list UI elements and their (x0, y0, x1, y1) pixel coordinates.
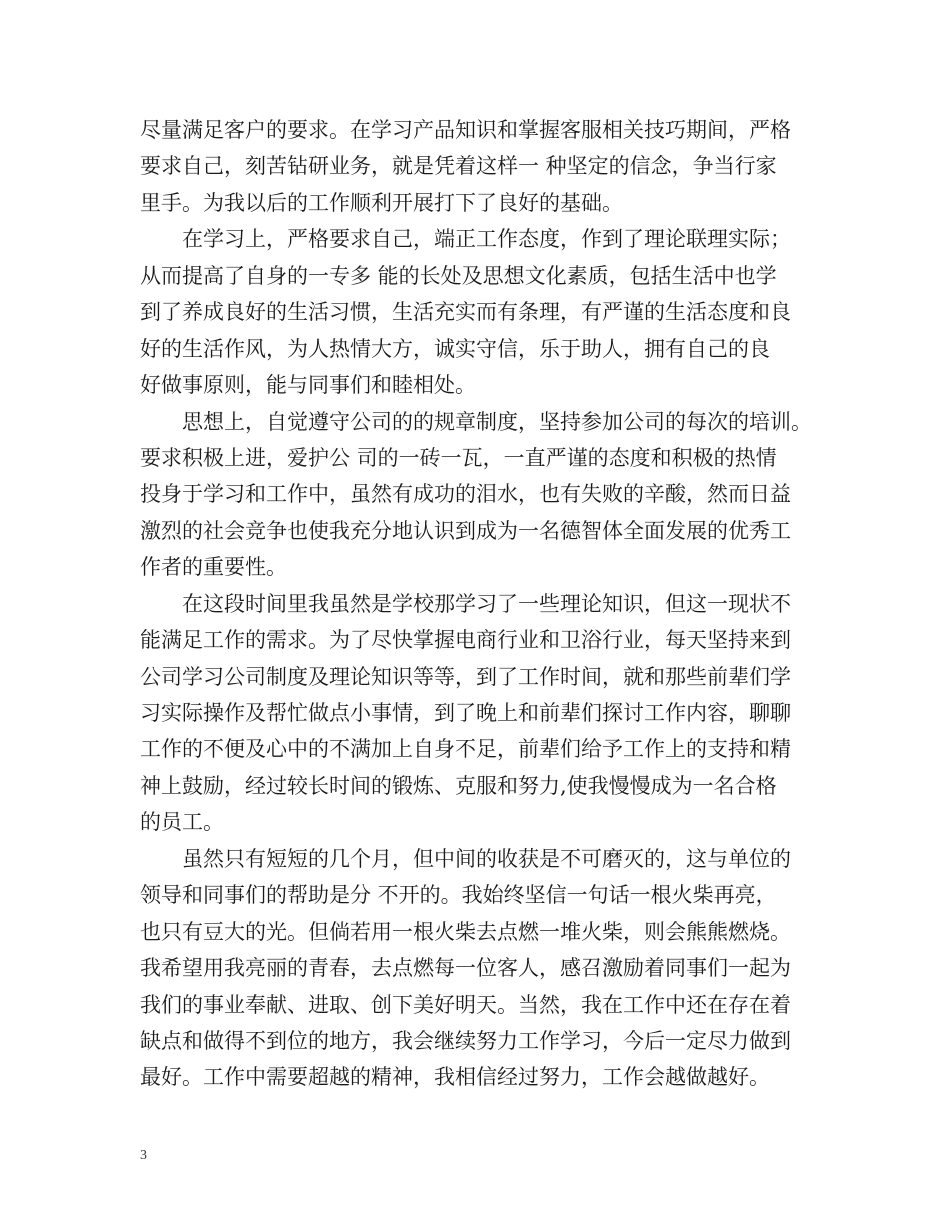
text-line: 能满足工作的需求。为了尽快掌握电商行业和卫浴行业，每天坚持来到 (140, 628, 791, 653)
text-line: 激烈的社会竞争也使我充分地认识到成为一名德智体全面发展的优秀工 (140, 518, 791, 543)
text-line: 好的生活作风，为人热情大方，诚实守信，乐于助人，拥有自己的良 (140, 336, 770, 361)
text-line: 习实际操作及帮忙做点小事情，到了晚上和前辈们探讨工作内容，聊聊 (140, 701, 791, 725)
paragraph-first-line: 在这段时间里我虽然是学校那学习了一些理论知识，但这一现状不 (182, 591, 791, 616)
text-line: 我希望用我亮丽的青春，去点燃每一位客人，感召激励着同事们一起为 (140, 956, 791, 981)
paragraph-first-line: 在学习上，严格要求自己，端正工作态度，作到了理论联理实际； (182, 227, 791, 252)
text-line: 缺点和做得不到位的地方，我会继续努力工作学习，今后一定尽力做到 (140, 1028, 791, 1053)
page-number: 3 (140, 1148, 147, 1163)
text-line: 好做事原则，能与同事们和睦相处。 (140, 373, 476, 398)
text-line: 领导和同事们的帮助是分 不开的。我始终坚信一句话一根火柴再亮， (140, 883, 777, 908)
paragraph-first-line: 虽然只有短短的几个月，但中间的收获是不可磨灭的，这与单位的 (182, 846, 791, 871)
text-line: 里手。为我以后的工作顺利开展打下了良好的基础。 (140, 190, 623, 215)
text-line: 神上鼓励，经过较长时间的锻炼、克服和努力,使我慢慢成为一名合格 (140, 773, 777, 798)
text-line: 从而提高了自身的一专多 能的长处及思想文化素质，包括生活中也学 (140, 263, 777, 288)
body-text (140, 112, 820, 1096)
text-line: 投身于学习和工作中，虽然有成功的泪水，也有失败的辛酸，然而日益 (140, 482, 791, 507)
text-line: 要求积极上进，爱护公 司的一砖一瓦，一直严谨的态度和积极的热情 (140, 445, 777, 470)
text-line: 工作的不便及心中的不满加上自身不足，前辈们给予工作上的支持和精 (140, 737, 791, 762)
paragraph-first-line: 思想上，自觉遵守公司的的规章制度，坚持参加公司的每次的培训。 (182, 409, 812, 434)
text-line: 尽量满足客户的要求。在学习产品知识和掌握客服相关技巧期间，严格 (140, 118, 791, 142)
text-line: 要求自己，刻苦钻研业务，就是凭着这样一 种坚定的信念，争当行家 (140, 154, 777, 179)
text-line: 作者的重要性。 (140, 555, 287, 580)
text-line: 到了养成良好的生活习惯，生活充实而有条理，有严谨的生活态度和良 (140, 300, 791, 325)
text-line: 最好。工作中需要超越的精神，我相信经过努力，工作会越做越好。 (140, 1065, 770, 1090)
text-line: 我们的事业奉献、进取、创下美好明天。当然，我在工作中还在存在着 (140, 992, 791, 1017)
text-line: 公司学习公司制度及理论知识等等，到了工作时间，就和那些前辈们学 (140, 664, 791, 689)
text-line: 也只有豆大的光。但倘若用一根火柴去点燃一堆火柴，则会熊熊燃烧。 (140, 919, 791, 944)
text-line: 的员工。 (140, 810, 224, 835)
